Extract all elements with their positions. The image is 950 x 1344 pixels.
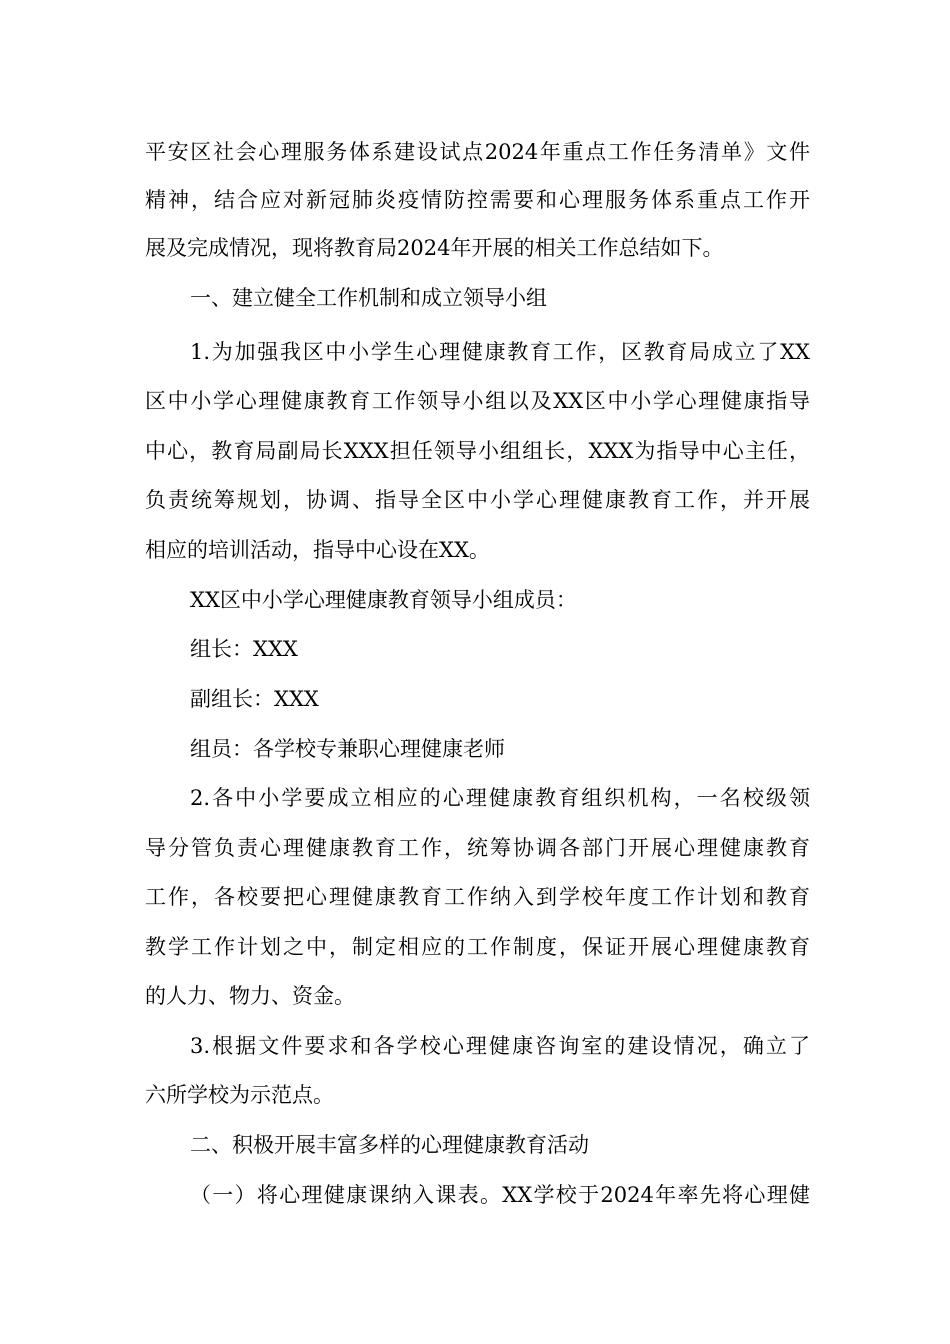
text-line: 精神，结合应对新冠肺炎疫情防控需要和心理服务体系重点工作开: [145, 188, 810, 212]
text-line: 组员：各学校专兼职心理健康老师: [190, 737, 505, 761]
text-line: 中心，教育局副局长XXX担任领导小组组长，XXX为指导中心主任，: [145, 439, 810, 463]
text-line: （一）将心理健康课纳入课表。XX学校于2024年率先将心理健: [190, 1183, 810, 1207]
text-line: 副组长：XXX: [190, 687, 319, 711]
text-line: 2.各中小学要成立相应的心理健康教育组织机构，一名校级领: [190, 786, 810, 810]
text-line: 的人力、物力、资金。: [145, 984, 355, 1008]
text-line: 平安区社会心理服务体系建设试点2024年重点工作任务清单》文件: [145, 140, 810, 164]
text-line: 教学工作计划之中，制定相应的工作制度，保证开展心理健康教育: [145, 935, 810, 959]
text-line: 工作，各校要把心理健康教育工作纳入到学校年度工作计划和教育: [145, 885, 810, 909]
text-line: 六所学校为示范点。: [145, 1083, 334, 1107]
section-heading: 一、建立健全工作机制和成立领导小组: [190, 286, 547, 310]
text-line: 导分管负责心理健康教育工作，统筹协调各部门开展心理健康教育: [145, 836, 810, 860]
text-line: 相应的培训活动，指导中心设在XX。: [145, 538, 490, 562]
text-line: 展及完成情况，现将教育局2024年开展的相关工作总结如下。: [145, 236, 724, 260]
section-heading: 二、积极开展丰富多样的心理健康教育活动: [190, 1133, 589, 1157]
text-line: 区中小学心理健康教育工作领导小组以及XX区中小学心理健康指导: [145, 389, 810, 413]
text-line: 3.根据文件要求和各学校心理健康咨询室的建设情况，确立了: [190, 1034, 810, 1058]
text-line: 负责统筹规划，协调、指导全区中小学心理健康教育工作，并开展: [145, 488, 810, 512]
text-line: XX区中小学心理健康教育领导小组成员：: [190, 588, 577, 612]
text-line: 1.为加强我区中小学生心理健康教育工作，区教育局成立了XX: [190, 340, 810, 364]
text-line: 组长：XXX: [190, 637, 298, 661]
